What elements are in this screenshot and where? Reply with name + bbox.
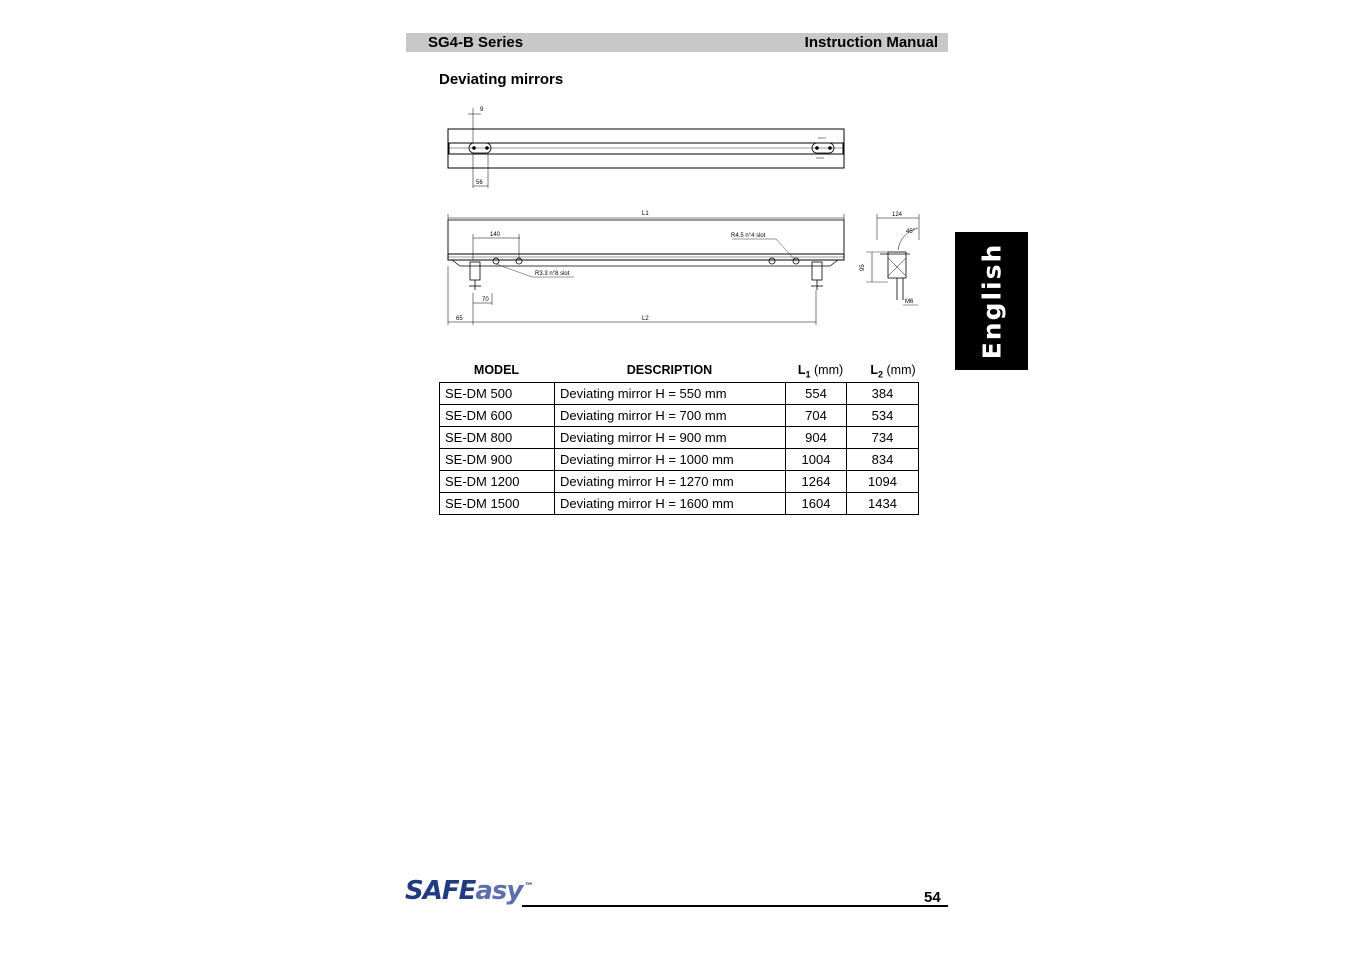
- cell-model: SE-DM 1500: [440, 493, 555, 515]
- models-table: [439, 382, 919, 515]
- slot-label-b: R3.3 n°8 slot: [535, 271, 570, 277]
- dim-l1: L1: [642, 211, 649, 217]
- section-title: Deviating mirrors: [439, 71, 564, 88]
- cell-l2: 1434: [847, 493, 919, 515]
- cell-description: Deviating mirror H = 700 mm: [555, 405, 786, 427]
- cell-l1: 904: [786, 427, 847, 449]
- col-model: MODEL: [473, 363, 520, 377]
- table-row: [440, 471, 919, 493]
- cell-description: Deviating mirror H = 1000 mm: [555, 449, 786, 471]
- dim-140: 140: [490, 232, 501, 238]
- dim-l2: L2: [642, 316, 649, 322]
- page-header: [406, 33, 948, 52]
- col-l1: $L_1$ (mm): [797, 363, 844, 380]
- table-row: [440, 383, 919, 405]
- page-number: 54: [924, 889, 941, 906]
- side-view: [866, 214, 919, 305]
- table-header: [439, 362, 929, 382]
- top-view: [448, 108, 844, 188]
- technical-drawing: [440, 100, 930, 330]
- cell-description: Deviating mirror H = 900 mm: [555, 427, 786, 449]
- cell-l1: 704: [786, 405, 847, 427]
- cell-model: SE-DM 500: [440, 383, 555, 405]
- series-title: SG4-B Series: [428, 34, 524, 51]
- cell-model: SE-DM 600: [440, 405, 555, 427]
- dim-m6: M6: [905, 299, 914, 305]
- cell-l2: 534: [847, 405, 919, 427]
- table-row: [440, 405, 919, 427]
- cell-l1: 554: [786, 383, 847, 405]
- manual-title: Instruction Manual: [804, 34, 938, 51]
- dim-95: 95: [860, 264, 866, 271]
- table-row: [440, 493, 919, 515]
- cell-description: Deviating mirror H = 550 mm: [555, 383, 786, 405]
- col-l2: $L_2$ (mm): [870, 363, 916, 380]
- cell-model: SE-DM 900: [440, 449, 555, 471]
- dim-124: 124: [892, 212, 903, 218]
- slot-label-a: R4.5 n°4 slot: [731, 233, 766, 239]
- cell-l1: 1604: [786, 493, 847, 515]
- safeasy-logo: SAFEasy ™: [405, 876, 533, 906]
- cell-l2: 834: [847, 449, 919, 471]
- cell-model: SE-DM 800: [440, 427, 555, 449]
- cell-l2: 734: [847, 427, 919, 449]
- dim-45: 45°: [906, 229, 916, 235]
- front-view: [448, 214, 844, 325]
- cell-l2: 384: [847, 383, 919, 405]
- cell-l2: 1094: [847, 471, 919, 493]
- dim-9: 9: [480, 107, 484, 113]
- cell-l1: 1004: [786, 449, 847, 471]
- dim-65: 65: [456, 316, 463, 322]
- language-label: English: [977, 242, 1006, 360]
- dim-70: 70: [482, 297, 489, 303]
- footer-rule: [522, 905, 948, 907]
- language-tab: [955, 232, 1028, 370]
- col-description: DESCRIPTION: [626, 363, 713, 377]
- table-row: [440, 427, 919, 449]
- table-row: [440, 449, 919, 471]
- cell-l1: 1264: [786, 471, 847, 493]
- dim-56: 56: [476, 180, 483, 186]
- cell-description: Deviating mirror H = 1600 mm: [555, 493, 786, 515]
- cell-description: Deviating mirror H = 1270 mm: [555, 471, 786, 493]
- cell-model: SE-DM 1200: [440, 471, 555, 493]
